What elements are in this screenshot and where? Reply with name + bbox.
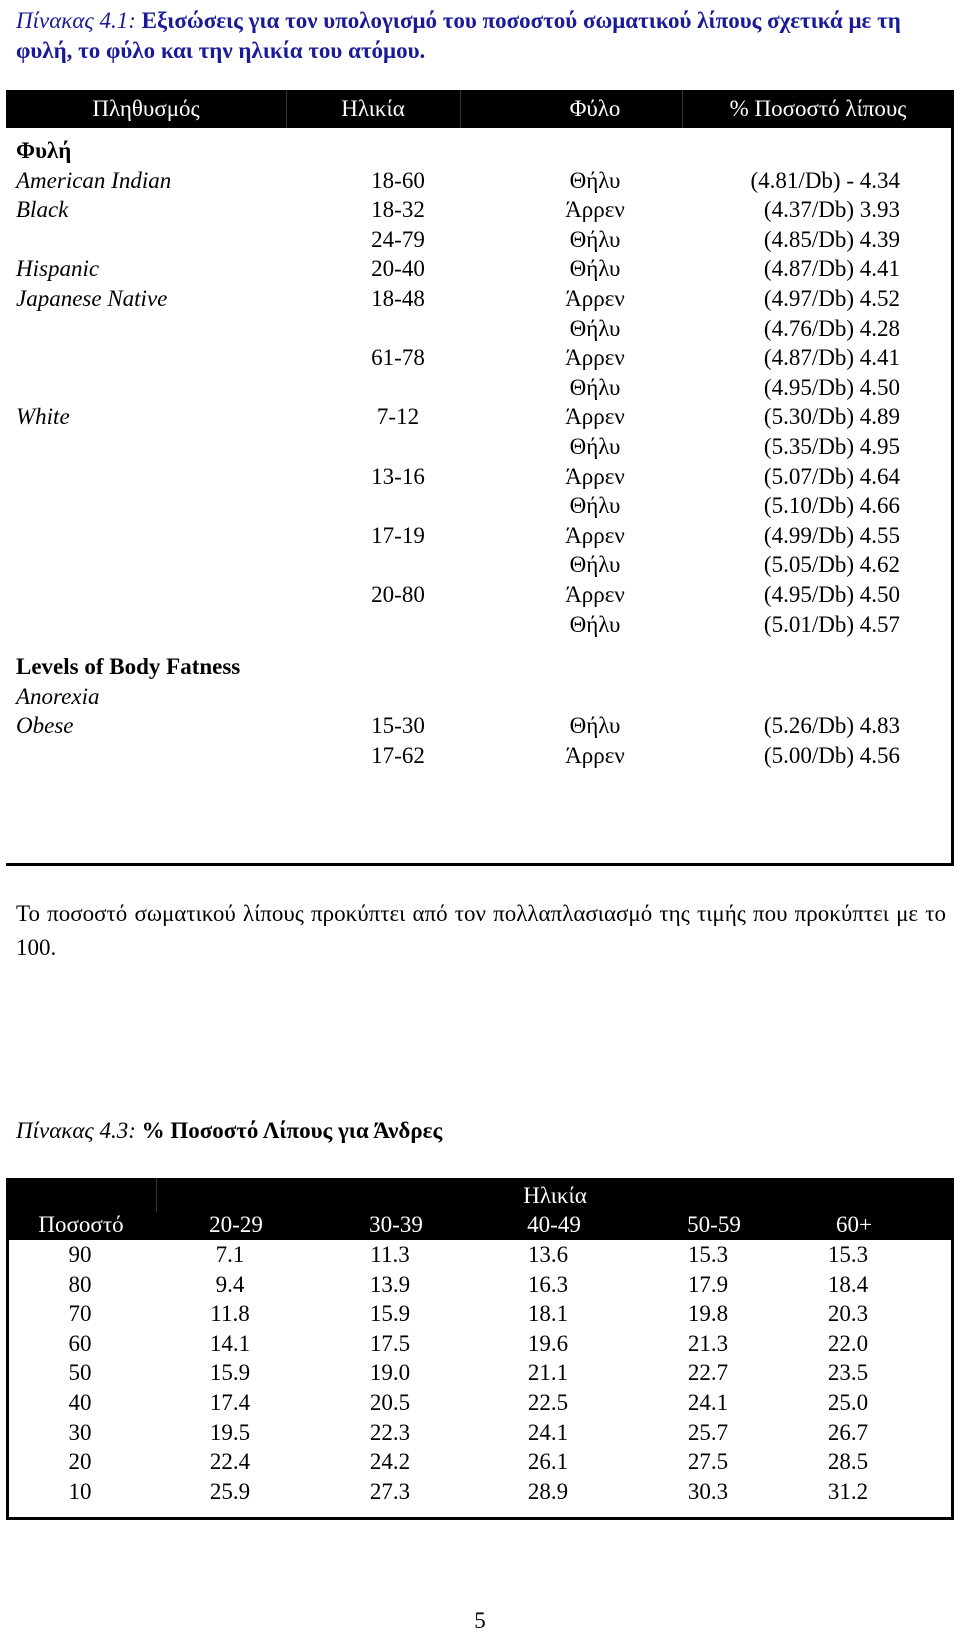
table2-row-percent: 50 [68, 1360, 92, 1386]
table2-cell: 25.7 [687, 1419, 729, 1445]
table2-header [6, 1178, 954, 1240]
table1-cell-sex: Θήλυ [569, 611, 621, 637]
table2-cell: 22.5 [527, 1390, 569, 1415]
table1-cell-eq: (4.87/Db) 4.41 [763, 256, 900, 282]
table1-cell-pop: American Indian [16, 167, 172, 193]
table2-header-col: 60+ [836, 1212, 872, 1237]
table1-cell-eq: (5.05/Db) 4.62 [763, 552, 900, 578]
table1-cell-sex: Άρρεν [565, 463, 625, 489]
table1-cell-age: 15-30 [371, 713, 425, 739]
table1-cell-age: 7-12 [376, 404, 420, 430]
table1-cell-eq: (5.35/Db) 4.95 [763, 434, 900, 459]
table1-cell-eq: (4.87/Db) 4.41 [763, 345, 900, 371]
table1-header-sex: Φύλο [569, 96, 621, 121]
table2-cell: 21.1 [527, 1360, 569, 1386]
table2-cell: 27.3 [369, 1478, 411, 1504]
table1-cell-sex: Θήλυ [569, 713, 621, 739]
table2-cell: 19.5 [209, 1419, 251, 1445]
table2-row-percent: 70 [68, 1301, 92, 1327]
table2-cell: 15.3 [687, 1242, 729, 1267]
table1-cell-pop: White [16, 404, 70, 430]
table2-cell: 15.3 [827, 1242, 869, 1267]
table2-cell: 19.8 [687, 1301, 729, 1327]
table1-cell-age: 13-16 [371, 463, 425, 489]
table2-cell: 14.1 [209, 1330, 251, 1356]
table1-cell-eq: (5.10/Db) 4.66 [763, 493, 900, 519]
table2-cell: 25.9 [209, 1478, 251, 1504]
table2-cell: 28.5 [827, 1449, 869, 1475]
table2-cell: 21.3 [687, 1330, 729, 1356]
table2-cell: 17.9 [687, 1271, 729, 1297]
table1-cell-sex: Άρρεν [565, 286, 625, 311]
table2-cell: 30.3 [687, 1478, 729, 1504]
table1-cell-eq: (5.07/Db) 4.64 [763, 463, 900, 489]
table1-cell-pop: Obese [16, 713, 74, 739]
table1-caption [16, 6, 946, 66]
table1-cell-eq: (4.76/Db) 4.28 [763, 315, 900, 341]
table1-cell-eq: (4.95/Db) 4.50 [763, 582, 900, 607]
table2-header-divider [156, 1178, 157, 1212]
table2-cell: 28.9 [527, 1478, 569, 1504]
table2-cell: 20.5 [369, 1390, 411, 1415]
table2-row-percent: 20 [68, 1449, 92, 1475]
footnote: Το ποσοστό σωματικού λίπους προκύπτει από τον πολλαπλασιασμό της τιμής που προκύπτει με το 100. [16, 901, 946, 960]
table1-header-fat: % Ποσοστό λίπους [729, 96, 907, 121]
table1-cell-eq: (5.30/Db) 4.89 [763, 404, 900, 430]
table1-cell-sex: Άρρεν [565, 345, 625, 371]
table2-cell: 17.4 [209, 1390, 251, 1415]
table2-header-col: 30-39 [369, 1212, 423, 1237]
table1-cell-age: 18-60 [371, 167, 425, 193]
table2-cell: 19.6 [527, 1330, 569, 1356]
table1-cell-sex: Άρρεν [565, 522, 625, 548]
table1-cell-sex: Θήλυ [569, 256, 621, 282]
table1-cell-eq: (4.97/Db) 4.52 [763, 286, 900, 311]
table2-row-percent: 80 [68, 1271, 92, 1297]
table2-cell: 22.0 [827, 1330, 869, 1356]
table2-cell: 11.3 [370, 1242, 410, 1267]
table1-cell-age: 61-78 [371, 345, 425, 371]
table2-cell: 7.1 [215, 1242, 245, 1267]
table1-header-age: Ηλικία [341, 96, 405, 121]
table2-cell: 13.6 [527, 1242, 569, 1267]
table2-cell: 26.1 [527, 1449, 569, 1475]
table2-row-percent: 10 [68, 1478, 92, 1504]
table2-cell: 15.9 [209, 1360, 251, 1386]
table1-cell-eq: (5.26/Db) 4.83 [763, 713, 900, 739]
table2-cell: 22.4 [209, 1449, 251, 1475]
table1-cell-eq: (4.99/Db) 4.55 [763, 522, 900, 548]
table1-cell-eq: (5.01/Db) 4.57 [763, 611, 900, 637]
table1-cell-pop: Hispanic [16, 256, 100, 282]
table1-cell-sex: Θήλυ [569, 493, 621, 519]
table2-cell: 17.5 [369, 1330, 411, 1356]
table1-cell-eq: (4.85/Db) 4.39 [763, 226, 900, 252]
table1-cell-sex: Άρρεν [565, 197, 625, 223]
table1-cell-pop: Black [16, 197, 69, 223]
table1-cell-sex: Θήλυ [569, 434, 621, 459]
table2-cell: 25.0 [827, 1390, 869, 1415]
table2-row-percent: 30 [68, 1419, 92, 1445]
table2-caption [16, 1116, 442, 1146]
table2-cell: 31.2 [827, 1478, 869, 1504]
table1-cell-sex: Θήλυ [569, 374, 621, 400]
table1-caption-text: Εξισώσεις για τον υπολογισμό του ποσοστού σωματικού λίπους σχετικά με τη φυλή, το φύλο και την ηλικία του ατόμου. [16, 8, 901, 63]
table2-cell: 24.1 [687, 1390, 729, 1415]
table1-cell-pop: Anorexia [16, 683, 100, 709]
table2-cell: 23.5 [827, 1360, 869, 1386]
table1-cell-eq: (5.00/Db) 4.56 [763, 742, 900, 768]
table1-cell-eq: (4.81/Db) - 4.34 [750, 167, 900, 193]
table2-cell: 24.1 [527, 1419, 569, 1445]
table1-cell-age: 24-79 [371, 226, 425, 252]
table2-row-percent: 60 [68, 1330, 92, 1356]
table2-cell: 26.7 [827, 1419, 869, 1445]
table1-cell-sex: Θήλυ [569, 167, 621, 193]
table2-header-percent: Ποσοστό [38, 1212, 124, 1237]
table2-header-col: 20-29 [209, 1212, 263, 1237]
table2-cell: 24.2 [369, 1449, 411, 1475]
table1-header [6, 90, 954, 128]
table1-cell-pop: Levels of Body Fatness [16, 654, 241, 679]
table1-cell-age: 20-80 [371, 582, 425, 607]
table1-cell-eq: (4.37/Db) 3.93 [763, 197, 900, 223]
table1-cell-pop: Japanese Native [16, 286, 168, 311]
table2-cell: 22.7 [687, 1360, 729, 1386]
table2-cell: 15.9 [369, 1301, 411, 1327]
table1-cell-sex: Θήλυ [569, 226, 621, 252]
table1-cell-sex: Άρρεν [565, 582, 625, 607]
table1-cell-eq: (4.95/Db) 4.50 [763, 374, 900, 400]
table1-cell-sex: Άρρεν [565, 742, 625, 768]
table2-cell: 18.4 [827, 1271, 869, 1297]
table1-cell-sex: Άρρεν [565, 404, 625, 430]
table2-cell: 20.3 [827, 1301, 869, 1327]
table2-row-percent: 40 [68, 1390, 92, 1415]
table2-caption-text: % Ποσοστό Λίπους για Άνδρες [141, 1118, 443, 1143]
table2-cell: 18.1 [527, 1301, 569, 1327]
table1-cell-age: 17-62 [371, 742, 425, 768]
table1-cell-age: 18-32 [371, 197, 425, 223]
table2-cell: 9.4 [215, 1271, 245, 1297]
table1-cell-pop: Φυλή [16, 138, 72, 163]
table2-group-header: Ηλικία [523, 1183, 587, 1208]
table2-header-col: 50-59 [687, 1212, 741, 1237]
table1-cell-sex: Θήλυ [569, 552, 621, 578]
table2-caption-label: Πίνακας 4.3: [16, 1118, 136, 1143]
table2-header-col: 40-49 [527, 1212, 581, 1237]
table2-cell: 13.9 [369, 1271, 411, 1297]
table1-caption-label: Πίνακας 4.1: [16, 8, 136, 33]
table1-cell-age: 18-48 [371, 286, 425, 311]
table1-cell-age: 17-19 [371, 522, 425, 548]
table1-cell-sex: Θήλυ [569, 315, 621, 341]
table2-cell: 19.0 [369, 1360, 411, 1386]
table2-row-percent: 90 [68, 1242, 92, 1267]
table1-cell-age: 20-40 [371, 256, 425, 282]
table2-cell: 16.3 [527, 1271, 569, 1297]
page-number: 5 [474, 1608, 486, 1633]
table2-cell: 11.8 [210, 1301, 250, 1327]
table2-cell: 27.5 [687, 1449, 729, 1475]
table1-header-population: Πληθυσμός [92, 96, 200, 121]
table2-cell: 22.3 [369, 1419, 411, 1445]
